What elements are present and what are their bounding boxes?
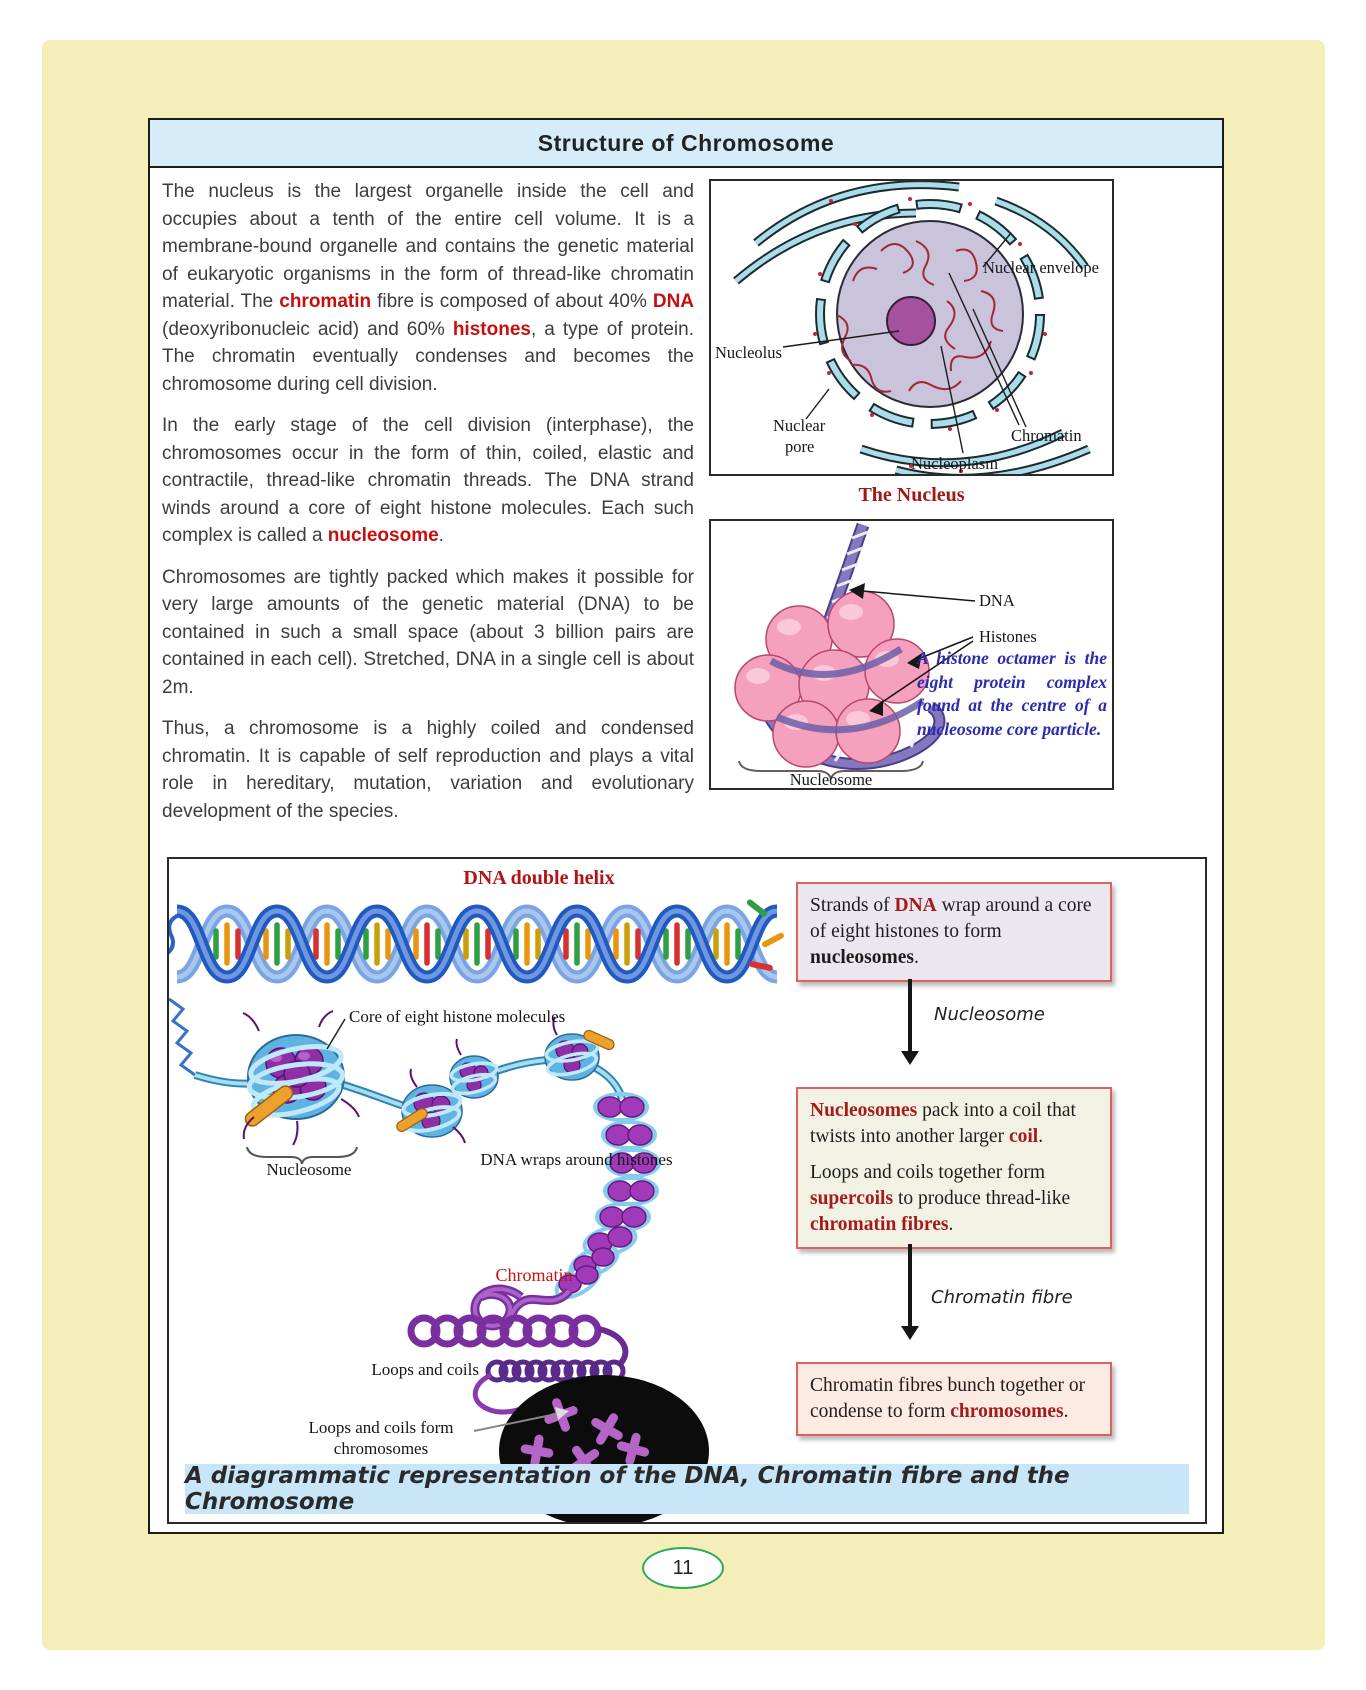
keyword-dna: DNA [894, 895, 937, 916]
label-dna: DNA [979, 591, 1015, 610]
flow-box-coils [796, 1087, 1112, 1249]
text-run: pack into a coil that twists into another larger [810, 1100, 1076, 1147]
article-text [162, 178, 694, 839]
page-number: 11 [672, 1556, 694, 1579]
text-run: . [914, 947, 919, 968]
text-run: . [438, 525, 444, 546]
arrow-label-nucleosome: Nucleosome [934, 1004, 1045, 1025]
keyword-nucleosome: nucleosome [327, 525, 439, 546]
text-run: wrap around a core of eight histones to form [810, 895, 1092, 942]
nucleus-figure [709, 179, 1114, 476]
label-nucleosome: Nucleosome [789, 770, 873, 788]
label-dna-wraps: DNA wraps around histones [480, 1150, 673, 1169]
nucleosome-figure [709, 519, 1114, 790]
label-nucleolus: Nucleolus [715, 343, 782, 362]
label-nuclear-pore-1: Nuclear [773, 416, 826, 435]
keyword-histones: histones [452, 318, 531, 340]
keyword-supercoils: supercoils [810, 1188, 894, 1209]
page-header [150, 120, 1222, 168]
down-arrow-1 [908, 979, 912, 1051]
label-nuclear-envelope: Nuclear envelope [983, 258, 1099, 277]
flow-box-nucleosomes [796, 882, 1112, 982]
nucleosome-bead-3 [450, 1039, 498, 1098]
text-run: Strands of [810, 895, 895, 916]
label-histones: Histones [979, 627, 1037, 646]
text-run: to produce thread-like [893, 1188, 1071, 1209]
text-run: , a type of protein. The chromatin eventually condenses and becomes the chromosome during cell division. [162, 318, 694, 395]
label-nucleoplasm: Nucleoplasm [911, 454, 999, 473]
paragraph-2 [162, 412, 694, 550]
label-nucleosome: Nucleosome [266, 1160, 352, 1179]
label-loops-form-chromosomes: Loops and coils form chromosomes [308, 1418, 454, 1458]
keyword-nucleosomes: Nucleosomes [810, 1100, 918, 1121]
text-run: . [1063, 1401, 1069, 1422]
nucleus-figure-caption: The Nucleus [858, 484, 965, 506]
text-run: Loops and coils together form [810, 1162, 1046, 1183]
text-run: Chromatin fibres bunch together or condense to form [810, 1375, 1086, 1422]
text-run: fibre is composed of about 40% [371, 291, 653, 312]
packing-diagram-panel [167, 857, 1207, 1524]
label-chromatin: Chromatin [1011, 426, 1082, 445]
keyword-chromatin-fibres: chromatin fibres [810, 1214, 949, 1235]
text-run: . [1038, 1126, 1044, 1147]
label-nuclear-pore-2: pore [785, 437, 815, 456]
paper-background [42, 40, 1325, 1650]
text-run: The nucleus is the largest organelle inside the cell and occupies about a tenth of the entire cell volume. It is a membrane-bound organelle and contains the genetic material of eukaryotic organisms in the form of thread-like chromatin material. The [162, 181, 694, 312]
text-run: (deoxyribonucleic acid) and 60% [162, 318, 453, 340]
main-content-box [148, 118, 1224, 1534]
histone-octamer-note: A histone octamer is the eight protein complex found at the centre of a nucleosome core particle. [917, 648, 1107, 739]
label-loops-and-coils: Loops and coils [371, 1360, 479, 1379]
text-run: In the early stage of the cell division (interphase), the chromosomes occur in the form of thin, coiled, elastic and contractile, thread-like chromatin threads. The DNA strand winds around a core of eight histone molecules. Each such complex is called a [162, 415, 694, 546]
keyword-chromosomes: chromosomes [950, 1401, 1064, 1422]
flow-box-chromosomes [796, 1362, 1112, 1436]
diagram-title: DNA double helix [463, 867, 615, 889]
figure-column [709, 179, 1114, 790]
diagram-caption: A diagrammatic representation of the DNA, Chromatin fibre and the Chromosome [185, 1464, 1189, 1514]
paragraph-3: Chromosomes are tightly packed which makes it possible for very large amounts of the genetic material (DNA) to be contained in such a small space (about 3 billion pairs are contained in each cell). Stretched, DNA in a single cell is about 2m. [162, 566, 694, 698]
nucleolus-body [887, 297, 935, 345]
dna-packing-diagram [169, 859, 799, 1522]
keyword-chromatin: chromatin [279, 291, 372, 312]
keyword-coil: coil [1008, 1126, 1039, 1147]
keyword-nucleosomes: nucleosomes [810, 947, 914, 968]
dna-double-helix [177, 898, 785, 977]
keyword-dna: DNA [652, 291, 695, 312]
arrow-label-chromatin-fibre: Chromatin fibre [931, 1287, 1073, 1308]
down-arrow-2 [908, 1244, 912, 1326]
nucleosome-bead-large [243, 1011, 359, 1145]
page-title: Structure of Chromosome [537, 129, 835, 156]
paragraph-1 [162, 178, 694, 398]
label-chromatin: Chromatin [495, 1265, 573, 1285]
text-run: . [948, 1214, 954, 1235]
dna-left-coil [169, 915, 195, 1075]
paragraph-4: Thus, a chromosome is a highly coiled and condensed chromatin. It is capable of self reproduction and plays a vital role in hereditary, mutation, variation and evolutionary development of the species. [162, 718, 694, 822]
label-core-of-histones: Core of eight histone molecules [349, 1007, 566, 1026]
core-leader-line [327, 1019, 345, 1049]
page-number-badge [642, 1547, 724, 1589]
nucleus-diagram [711, 181, 1112, 474]
